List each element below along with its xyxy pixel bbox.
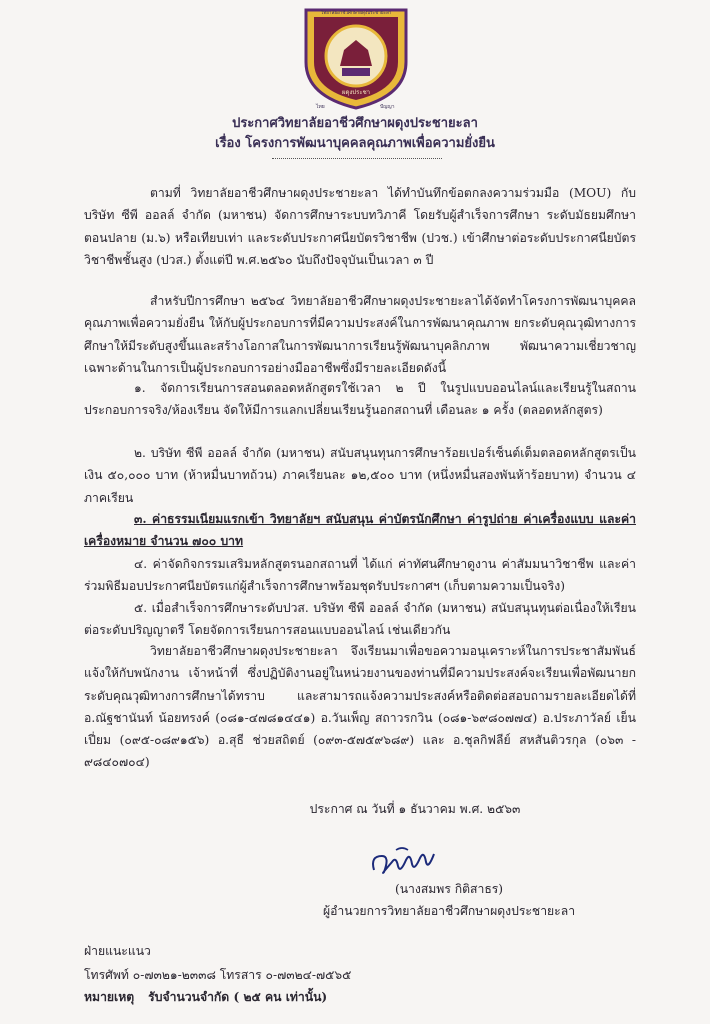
paragraph-intro: ตามที่ วิทยาลัยอาชีวศึกษาผดุงประชายะลา ได้ทำบันทึกข้อตกลงความร่วมมือ (MOU) กับบริษัท ซีพี ออลล์ จำกัด (มหาชน) จัดการศึกษาระบบทวิภาคี โดยรับผู้สำเร็จการศึกษา ระดับมัธยมศึกษาตอนปลาย (ม.๖) หรือเทียบเท่า และระดับประกาศนียบัตรวิชาชีพ (ปวช.) เข้าศึกษาต่อระดับประกาศนียบัตรวิชาชีพชั้นสูง (ปวส.) ตั้งแต่ปี พ.ศ.๒๕๖๐ นับถึงปัจจุบันเป็นเวลา ๓ ปี [84, 186, 636, 267]
paragraph-contact: วิทยาลัยอาชีวศึกษาผดุงประชายะลา จึงเรียนมาเพื่อขอความอนุเคราะห์ในการประชาสัมพันธ์แจ้งให้กับพนักงาน เจ้าหน้าที่ ซึ่งปฏิบัติงานอยู่ในหน่วยงานของท่านที่มีความประสงค์จะเรียนเพื่อพัฒนายกระดับคุณวุฒิทางการศึกษาได้ทราบ และสามารถแจ้งความประสงค์หรือติดต่อสอบถามรายละเอียดได้ที่ อ.ณัฐชานันท์ น้อยทรงค์ (๐๘๑-๔๗๘๑๔๔๑) อ.วันเพ็ญ สถาวรกวิน (๐๘๑-๖๙๘๐๗๗๔) อ.ประภาวัลย์ เย็นเปี่ยม (๐๙๕-๐๘๙๑๕๖) อ.สุธี ช่วยสถิตย์ (๐๙๓-๕๗๕๙๖๘๙) และ อ.ชุลกิฟลีย์ สหสันติวรกุล (๐๖๓ - ๙๘๔๐๗๐๔) [84, 644, 636, 770]
phone-fax-line: โทรศัพท์ ๐-๗๓๒๑-๒๓๓๘ โทรสาร ๐-๗๓๒๔-๗๕๖๕ [84, 968, 352, 982]
signer-name: (นางสมพร กิติสาธร) [394, 882, 504, 896]
list-item-1: ๑. จัดการเรียนการสอนตลอดหลักสูตรใช้เวลา ๒ ปี ในรูปแบบออนไลน์และเรียนรู้ในสถานประกอบการจริง/ห้องเรียน จัดให้มีการแลกเปลี่ยนเรียนรู้นอกสถานที่ เดือนละ ๑ ครั้ง (ตลอดหลักสูตร) [84, 381, 636, 418]
header-divider [272, 158, 442, 159]
list-item-4: ๔. ค่าจัดกิจกรรมเสริมหลักสูตรนอกสถานที่ ได้แก่ ค่าทัศนศึกษาดูงาน ค่าสัมมนาวิชาชีพ และค่าร่วมพิธีมอบประกาศนียบัตรแก่ผู้สำเร็จการศึกษาพร้อมชุดรับประกาศฯ (เก็บตามความเป็นจริง) [84, 557, 636, 594]
paragraph-project: สำหรับปีการศึกษา ๒๕๖๔ วิทยาลัยอาชีวศึกษาผดุงประชายะลาได้จัดทำโครงการพัฒนาบุคคลคุณภาพเพื่อความยั่งยืน ให้กับผู้ประกอบการที่มีความประสงค์ในการพัฒนาคุณภาพ ยกระดับคุณวุฒิทางการศึกษาให้มีระดับสูงขึ้นและสร้างโอกาสในการพัฒนาการเรียนรู้พัฒนาบุคลิกภาพ พัฒนาความเชี่ยวชาญเฉพาะด้านในการเป็นผู้ประกอบการอย่างมืออาชีพซึ่งมีรายละเอียดดังนี้ [84, 294, 636, 375]
college-emblem-logo [296, 4, 416, 110]
department-label: ฝ่ายแนะแนว [84, 944, 151, 958]
list-item-5: ๕. เมื่อสำเร็จการศึกษาระดับปวส. บริษัท ซีพี ออลล์ จำกัด (มหาชน) สนับสนุนทุนต่อเนื่องให้เรียนต่อระดับปริญญาตรี โดยจัดการเรียนการสอนแบบออนไลน์ เช่นเดียวกัน [84, 601, 636, 638]
announcement-subject: เรื่อง โครงการพัฒนาบุคคลคุณภาพเพื่อความยั่งยืน [215, 136, 495, 151]
note-line [84, 988, 327, 1007]
announcement-date: ประกาศ ณ วันที่ ๑ ธันวาคม พ.ศ. ๒๕๖๓ [309, 802, 521, 816]
announcement-title: ประกาศวิทยาลัยอาชีวศึกษาผดุงประชายะลา [232, 116, 478, 131]
logo-bottom-left: ไทย [316, 104, 325, 110]
note-label: หมายเหตุ [84, 990, 135, 1004]
logo-bottom-right: ปัญญา [380, 104, 395, 110]
logo-ribbon-text: ผดุงประชา [341, 89, 371, 96]
signer-position: ผู้อำนวยการวิทยาลัยอาชีวศึกษาผดุงประชายะลา [322, 904, 576, 918]
signature-image [366, 842, 438, 882]
note-text: รับจำนวนจำกัด ( ๒๕ คน เท่านั้น) [148, 990, 328, 1004]
list-item-2: ๒. บริษัท ซีพี ออลล์ จำกัด (มหาชน) สนับสนุนทุนการศึกษาร้อยเปอร์เซ็นต์เต็มตลอดหลักสูตรเป็นเงิน ๕๐,๐๐๐ บาท (ห้าหมื่นบาทถ้วน) ภาคเรียนละ ๑๒,๕๐๐ บาท (หนึ่งหมื่นสองพันห้าร้อยบาท) จำนวน ๔ ภาคเรียน [84, 446, 636, 505]
logo-top-text: วิทยาลัยอาชีวศึกษาผดุงประชายะลา [320, 11, 392, 16]
list-item-3: ๓. ค่าธรรมเนียมแรกเข้า วิทยาลัยฯ สนับสนุน ค่าบัตรนักศึกษา ค่ารูปถ่าย ค่าเครื่องแบบ และค่าเครื่องหมาย จำนวน ๗๐๐ บาท [84, 512, 636, 549]
